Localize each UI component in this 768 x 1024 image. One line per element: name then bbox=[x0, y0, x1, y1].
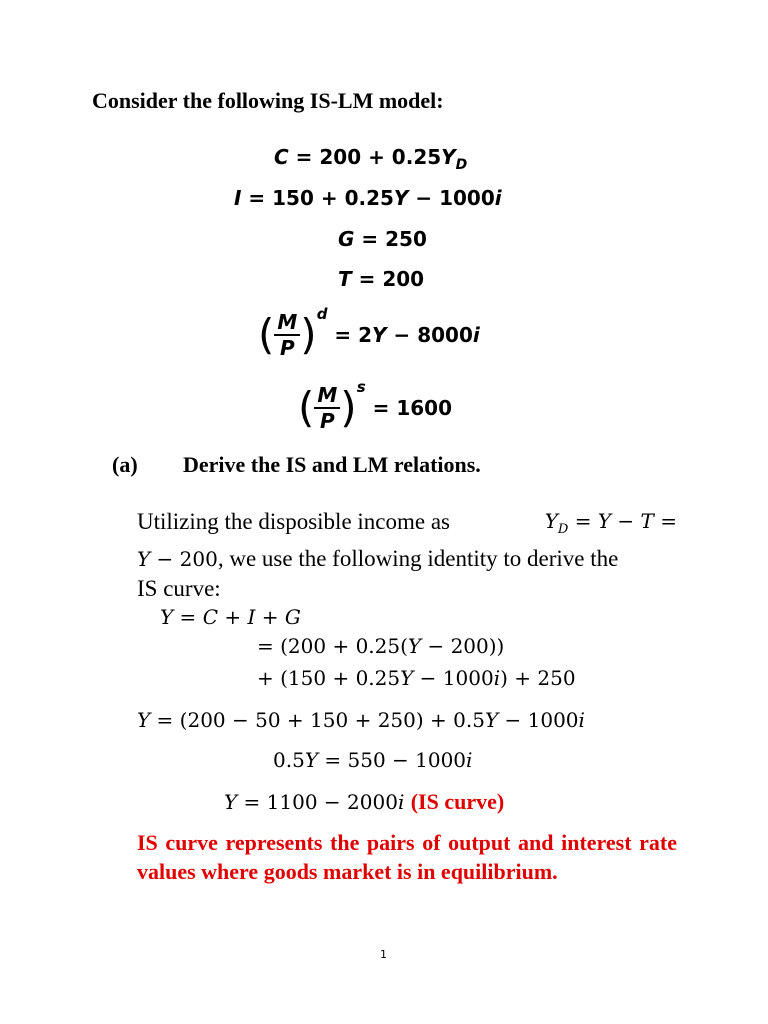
derivation-line-4: Y = (200 − 50 + 150 + 250) + 0.5Y − 1000i bbox=[137, 708, 585, 732]
intro-line-3: IS curve: bbox=[137, 576, 221, 601]
question-text: Derive the IS and LM relations. bbox=[183, 452, 481, 477]
page-title: Consider the following IS-LM model: bbox=[92, 88, 444, 113]
is-curve-tag: (IS curve) bbox=[410, 789, 505, 814]
money-supply-equation: ( $\frac{M}{P}$ )$^s$ = 1600 bbox=[298, 377, 452, 433]
derivation-line-5: 0.5Y = 550 − 1000i bbox=[273, 748, 473, 772]
derivation-line-6: Y = 1100 − 2000i (IS curve) bbox=[224, 789, 505, 814]
intro-line-2: , we use the following identity to derive the bbox=[217, 546, 619, 571]
derivation-line-3: + (150 + 0.25Y − 1000i) + 250 bbox=[257, 666, 576, 690]
derivation-line-1: Y = C + I + G bbox=[160, 605, 301, 629]
page-number: 1 bbox=[380, 948, 387, 961]
investment-equation: I = 150 + 0.25Y − 1000i bbox=[234, 186, 502, 210]
is-curve-explanation: IS curve represents the pairs of output and interest rate values where goods market is in equilibrium. bbox=[137, 830, 677, 884]
money-demand-equation: ( $\frac{M}{P}$ )$^d$ = 2Y − 8000i bbox=[258, 304, 480, 360]
intro-paragraph: Utilizing the disposible income as $Y_D = Y - T$ = Y − 200, we use the following identity to derive the IS curve: bbox=[137, 509, 677, 601]
consumption-equation: $C = 200 + 0.25Y_D$ bbox=[274, 145, 468, 173]
derivation-line-2: = (200 + 0.25(Y − 200)) bbox=[257, 634, 505, 658]
question-label: (a) bbox=[112, 452, 138, 477]
government-equation: G = 250 bbox=[338, 227, 427, 251]
tax-equation: T = 200 bbox=[338, 267, 425, 291]
intro-line-1: Utilizing the disposible income as bbox=[137, 509, 451, 534]
